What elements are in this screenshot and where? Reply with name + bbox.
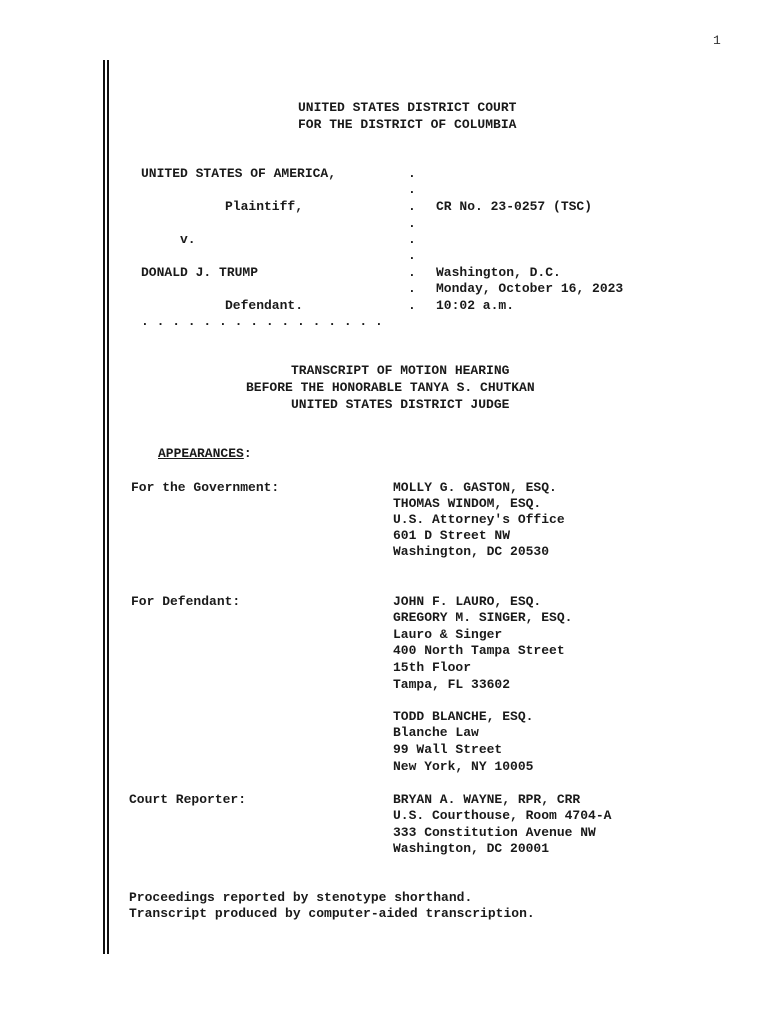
defendant-counsel-line: 99 Wall Street [393,742,503,757]
transcript-title-line3: UNITED STATES DISTRICT JUDGE [291,397,510,412]
court-heading-line2: FOR THE DISTRICT OF COLUMBIA [298,117,517,132]
defendant-counsel-line: Blanche Law [393,725,479,740]
margin-rule-left [103,60,105,954]
government-label: For the Government: [131,480,280,495]
transcript-title-line2: BEFORE THE HONORABLE TANYA S. CHUTKAN [246,380,535,395]
government-counsel-line: 601 D Street NW [393,528,511,543]
caption-divider-dot: . [408,182,416,197]
government-counsel-line: U.S. Attorney's Office [393,512,565,527]
caption-plaintiff-role: Plaintiff, [225,199,304,214]
transcript-title-line1: TRANSCRIPT OF MOTION HEARING [291,363,510,378]
defendant-counsel-line: TODD BLANCHE, ESQ. [393,709,534,724]
defendant-counsel-line: Tampa, FL 33602 [393,677,511,692]
court-reporter-line: U.S. Courthouse, Room 4704-A [393,808,612,823]
court-reporter-line: Washington, DC 20001 [393,841,550,856]
caption-divider-dot: . [408,232,416,247]
hearing-location: Washington, D.C. [436,265,561,280]
appearances-heading [158,446,252,462]
caption-divider-dot: . [408,166,416,181]
court-reporter-line: BRYAN A. WAYNE, RPR, CRR [393,792,581,807]
appearances-heading-colon: : [243,446,252,461]
caption-divider-dot: . [408,199,416,214]
caption-divider-dot: . [408,216,416,231]
government-counsel-line: Washington, DC 20530 [393,544,550,559]
defendant-counsel-line: 15th Floor [393,660,472,675]
case-number: CR No. 23-0257 (TSC) [436,199,593,214]
government-counsel-line: THOMAS WINDOM, ESQ. [393,496,542,511]
defendant-counsel-line: New York, NY 10005 [393,759,534,774]
court-reporter-label: Court Reporter: [129,792,247,807]
defendant-counsel-line: GREGORY M. SINGER, ESQ. [393,610,573,625]
government-counsel-line: MOLLY G. GASTON, ESQ. [393,480,557,495]
defendant-counsel-line: JOHN F. LAURO, ESQ. [393,594,542,609]
caption-divider-dot: . [408,248,416,263]
caption-defendant-role: Defendant. [225,298,304,313]
footer-note-line2: Transcript produced by computer-aided transcription. [129,906,535,921]
defendant-label: For Defendant: [131,594,241,609]
caption-divider-dot: . [408,298,416,313]
margin-rule-right [107,60,109,954]
caption-versus: v. [180,232,196,247]
court-reporter-line: 333 Constitution Avenue NW [393,825,596,840]
page-number: 1 [713,33,721,48]
defendant-counsel-line: 400 North Tampa Street [393,643,565,658]
caption-divider-dot: . [408,281,416,296]
court-heading-line1: UNITED STATES DISTRICT COURT [298,100,517,115]
defendant-counsel-line: Lauro & Singer [393,627,503,642]
hearing-date: Monday, October 16, 2023 [436,281,624,296]
caption-divider-dot: . [408,265,416,280]
footer-note-line1: Proceedings reported by stenotype shorthand. [129,890,473,905]
caption-dots-row: . . . . . . . . . . . . . . . . [141,314,383,329]
hearing-time: 10:02 a.m. [436,298,515,313]
caption-plaintiff-name: UNITED STATES OF AMERICA, [141,166,337,181]
caption-defendant-name: DONALD J. TRUMP [141,265,259,280]
appearances-heading-text: APPEARANCES [158,446,244,461]
